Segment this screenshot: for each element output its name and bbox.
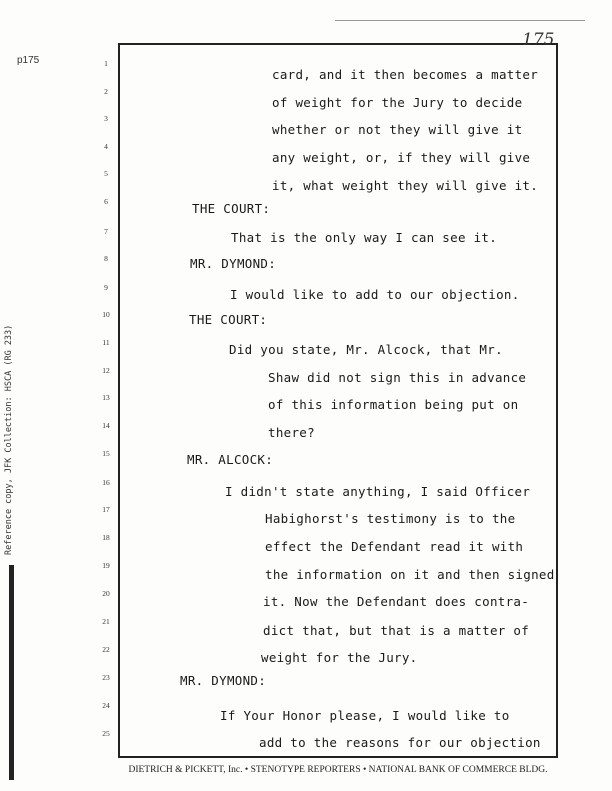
line-number: 4 [104, 142, 108, 151]
speaker-label: THE COURT: [192, 201, 271, 216]
line-number: 20 [102, 589, 110, 598]
transcript-line: there? [268, 425, 315, 440]
line-number: 18 [102, 533, 110, 542]
line-number: 6 [104, 197, 108, 206]
line-number: 8 [104, 254, 108, 263]
transcript-line: it. Now the Defendant does contra- [263, 594, 530, 609]
line-number: 13 [102, 393, 110, 402]
line-number: 14 [102, 421, 110, 430]
line-number: 2 [104, 87, 108, 96]
line-number: 1 [104, 59, 108, 68]
line-number: 24 [102, 701, 110, 710]
line-number: 12 [102, 366, 110, 375]
line-number: 3 [104, 114, 108, 123]
line-number: 16 [102, 478, 110, 487]
transcript-line: That is the only way I can see it. [231, 230, 498, 245]
transcript-line: the information on it and then signed [265, 567, 555, 582]
speaker-label: MR. DYMOND: [180, 673, 267, 688]
transcript-line: add to the reasons for our objection [259, 735, 541, 750]
transcript-line: Did you state, Mr. Alcock, that Mr. [229, 342, 503, 357]
transcript-line: effect the Defendant read it with [265, 539, 524, 554]
transcript-line: I would like to add to our objection. [230, 287, 520, 302]
side-binding-bar [9, 565, 14, 780]
top-rule [335, 20, 585, 21]
transcript-line: Habighorst's testimony is to the [265, 511, 516, 526]
line-number: 17 [102, 505, 110, 514]
speaker-label: THE COURT: [189, 312, 268, 327]
transcript-line: I didn't state anything, I said Officer [225, 484, 531, 499]
line-number: 22 [102, 645, 110, 654]
transcript-line: card, and it then becomes a matter [272, 67, 539, 82]
transcript-line: weight for the Jury. [261, 650, 418, 665]
speaker-label: MR. ALCOCK: [187, 452, 274, 467]
speaker-label: MR. DYMOND: [190, 256, 277, 271]
line-number: 19 [102, 561, 110, 570]
line-number: 9 [104, 283, 108, 292]
transcript-line: of this information being put on [268, 397, 519, 412]
line-number: 7 [104, 227, 108, 236]
transcript-line: whether or not they will give it [272, 122, 523, 137]
transcript-line: of weight for the Jury to decide [272, 95, 523, 110]
line-number: 10 [102, 310, 110, 319]
side-collection-note: Reference copy, JFK Collection: HSCA (RG 233) [4, 324, 14, 555]
reporter-footer: DIETRICH & PICKETT, Inc. • STENOTYPE REPORTERS • NATIONAL BANK OF COMMERCE BLDG. [128, 765, 548, 775]
handwritten-page-number: 175 [522, 30, 555, 50]
line-number: 21 [102, 617, 110, 626]
document-id: p175 [17, 55, 40, 66]
line-number: 25 [102, 729, 110, 738]
transcript-line: any weight, or, if they will give [272, 150, 531, 165]
transcript-line: Shaw did not sign this in advance [268, 370, 527, 385]
line-number: 15 [102, 449, 110, 458]
line-number: 23 [102, 673, 110, 682]
transcript-line: dict that, but that is a matter of [263, 623, 530, 638]
line-number: 11 [102, 338, 110, 347]
transcript-line: If Your Honor please, I would like to [220, 708, 510, 723]
transcript-line: it, what weight they will give it. [272, 178, 539, 193]
line-number: 5 [104, 169, 108, 178]
